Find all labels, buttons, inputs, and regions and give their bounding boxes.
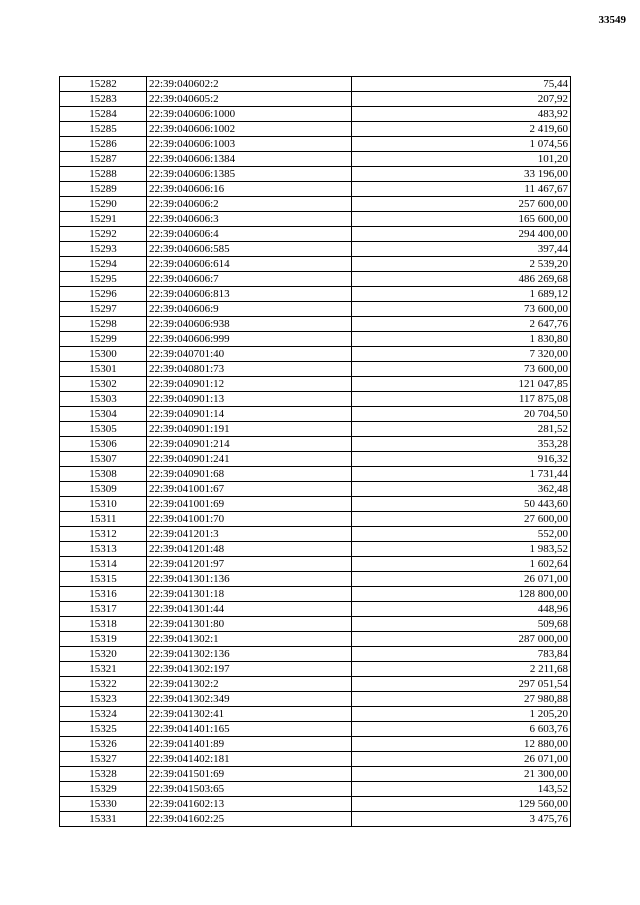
cadastral-number-cell: 22:39:041302:136	[147, 647, 352, 662]
table-row	[60, 752, 571, 767]
cadastral-number-cell: 22:39:040606:1002	[147, 122, 352, 137]
value-cell: 353,28	[352, 437, 571, 452]
table-row	[60, 497, 571, 512]
table-row	[60, 602, 571, 617]
row-number-cell: 15296	[60, 287, 147, 302]
table-row	[60, 677, 571, 692]
cadastral-number-cell: 22:39:041001:67	[147, 482, 352, 497]
value-cell: 1 205,20	[352, 707, 571, 722]
cadastral-number-cell: 22:39:041302:1	[147, 632, 352, 647]
table-row	[60, 422, 571, 437]
table-row	[60, 272, 571, 287]
table-row	[60, 482, 571, 497]
value-cell: 26 071,00	[352, 752, 571, 767]
row-number-cell: 15304	[60, 407, 147, 422]
row-number-cell: 15328	[60, 767, 147, 782]
value-cell: 552,00	[352, 527, 571, 542]
value-cell: 101,20	[352, 152, 571, 167]
cadastral-number-cell: 22:39:040606:813	[147, 287, 352, 302]
table-row	[60, 527, 571, 542]
value-cell: 783,84	[352, 647, 571, 662]
value-cell: 3 475,76	[352, 812, 571, 827]
table-row	[60, 317, 571, 332]
table-row	[60, 122, 571, 137]
table-row	[60, 152, 571, 167]
value-cell: 287 000,00	[352, 632, 571, 647]
table-row	[60, 557, 571, 572]
cadastral-number-cell: 22:39:041401:89	[147, 737, 352, 752]
value-cell: 143,52	[352, 782, 571, 797]
table-row	[60, 692, 571, 707]
table-row	[60, 302, 571, 317]
row-number-cell: 15297	[60, 302, 147, 317]
table-row	[60, 647, 571, 662]
table-row	[60, 452, 571, 467]
value-cell: 20 704,50	[352, 407, 571, 422]
cadastral-number-cell: 22:39:041201:3	[147, 527, 352, 542]
value-cell: 2 211,68	[352, 662, 571, 677]
row-number-cell: 15285	[60, 122, 147, 137]
row-number-cell: 15288	[60, 167, 147, 182]
row-number-cell: 15292	[60, 227, 147, 242]
cadastral-number-cell: 22:39:040901:191	[147, 422, 352, 437]
table-row	[60, 722, 571, 737]
row-number-cell: 15294	[60, 257, 147, 272]
row-number-cell: 15306	[60, 437, 147, 452]
table-row	[60, 257, 571, 272]
cadastral-number-cell: 22:39:040901:12	[147, 377, 352, 392]
table-row	[60, 287, 571, 302]
cadastral-number-cell: 22:39:041402:181	[147, 752, 352, 767]
table-row	[60, 227, 571, 242]
value-cell: 27 600,00	[352, 512, 571, 527]
value-cell: 483,92	[352, 107, 571, 122]
row-number-cell: 15290	[60, 197, 147, 212]
table-row	[60, 467, 571, 482]
row-number-cell: 15323	[60, 692, 147, 707]
row-number-cell: 15327	[60, 752, 147, 767]
table-row	[60, 77, 571, 92]
cadastral-number-cell: 22:39:040606:3	[147, 212, 352, 227]
value-cell: 2 539,20	[352, 257, 571, 272]
table-row	[60, 632, 571, 647]
table-row	[60, 392, 571, 407]
value-cell: 1 602,64	[352, 557, 571, 572]
cadastral-number-cell: 22:39:041302:41	[147, 707, 352, 722]
cadastral-number-cell: 22:39:040901:241	[147, 452, 352, 467]
value-cell: 121 047,85	[352, 377, 571, 392]
table-row	[60, 587, 571, 602]
row-number-cell: 15301	[60, 362, 147, 377]
cadastral-number-cell: 22:39:040606:2	[147, 197, 352, 212]
row-number-cell: 15321	[60, 662, 147, 677]
table-row	[60, 137, 571, 152]
cadastral-number-cell: 22:39:041201:97	[147, 557, 352, 572]
value-cell: 281,52	[352, 422, 571, 437]
row-number-cell: 15329	[60, 782, 147, 797]
cadastral-number-cell: 22:39:040901:68	[147, 467, 352, 482]
value-cell: 362,48	[352, 482, 571, 497]
row-number-cell: 15298	[60, 317, 147, 332]
value-cell: 2 647,76	[352, 317, 571, 332]
cadastral-number-cell: 22:39:041301:18	[147, 587, 352, 602]
value-cell: 33 196,00	[352, 167, 571, 182]
cadastral-number-cell: 22:39:041301:136	[147, 572, 352, 587]
value-cell: 12 880,00	[352, 737, 571, 752]
cadastral-number-cell: 22:39:040606:1000	[147, 107, 352, 122]
value-cell: 6 603,76	[352, 722, 571, 737]
value-cell: 207,92	[352, 92, 571, 107]
value-cell: 11 467,67	[352, 182, 571, 197]
row-number-cell: 15308	[60, 467, 147, 482]
cadastral-number-cell: 22:39:040606:9	[147, 302, 352, 317]
row-number-cell: 15319	[60, 632, 147, 647]
cadastral-number-cell: 22:39:040606:999	[147, 332, 352, 347]
table-row	[60, 242, 571, 257]
row-number-cell: 15312	[60, 527, 147, 542]
row-number-cell: 15291	[60, 212, 147, 227]
table-row	[60, 377, 571, 392]
row-number-cell: 15322	[60, 677, 147, 692]
value-cell: 26 071,00	[352, 572, 571, 587]
cadastral-number-cell: 22:39:041201:48	[147, 542, 352, 557]
value-cell: 75,44	[352, 77, 571, 92]
value-cell: 7 320,00	[352, 347, 571, 362]
table-row	[60, 542, 571, 557]
row-number-cell: 15326	[60, 737, 147, 752]
value-cell: 397,44	[352, 242, 571, 257]
value-cell: 117 875,08	[352, 392, 571, 407]
table-row	[60, 707, 571, 722]
value-cell: 1 983,52	[352, 542, 571, 557]
table-row	[60, 332, 571, 347]
cadastral-number-cell: 22:39:040901:214	[147, 437, 352, 452]
row-number-cell: 15282	[60, 77, 147, 92]
row-number-cell: 15289	[60, 182, 147, 197]
value-cell: 257 600,00	[352, 197, 571, 212]
table-row	[60, 347, 571, 362]
table-row	[60, 362, 571, 377]
row-number-cell: 15324	[60, 707, 147, 722]
cadastral-number-cell: 22:39:041501:69	[147, 767, 352, 782]
table-row	[60, 617, 571, 632]
cadastral-number-cell: 22:39:041401:165	[147, 722, 352, 737]
cadastral-number-cell: 22:39:040701:40	[147, 347, 352, 362]
cadastral-number-cell: 22:39:041301:44	[147, 602, 352, 617]
value-cell: 129 560,00	[352, 797, 571, 812]
cadastral-number-cell: 22:39:040606:938	[147, 317, 352, 332]
cadastral-number-cell: 22:39:040606:16	[147, 182, 352, 197]
row-number-cell: 15311	[60, 512, 147, 527]
row-number-cell: 15331	[60, 812, 147, 827]
cadastral-number-cell: 22:39:040901:13	[147, 392, 352, 407]
cadastral-number-cell: 22:39:040606:614	[147, 257, 352, 272]
table-row	[60, 797, 571, 812]
cadastral-number-cell: 22:39:040606:4	[147, 227, 352, 242]
table-row	[60, 662, 571, 677]
table-row	[60, 197, 571, 212]
table-row	[60, 512, 571, 527]
page-number: 33549	[598, 14, 626, 26]
row-number-cell: 15295	[60, 272, 147, 287]
value-cell: 1 830,80	[352, 332, 571, 347]
cadastral-number-cell: 22:39:041302:349	[147, 692, 352, 707]
row-number-cell: 15293	[60, 242, 147, 257]
value-cell: 2 419,60	[352, 122, 571, 137]
row-number-cell: 15284	[60, 107, 147, 122]
cadastral-number-cell: 22:39:040606:1003	[147, 137, 352, 152]
cadastral-number-cell: 22:39:041503:65	[147, 782, 352, 797]
cadastral-number-cell: 22:39:040602:2	[147, 77, 352, 92]
row-number-cell: 15320	[60, 647, 147, 662]
cadastral-number-cell: 22:39:041302:2	[147, 677, 352, 692]
value-cell: 294 400,00	[352, 227, 571, 242]
value-cell: 448,96	[352, 602, 571, 617]
table-row	[60, 92, 571, 107]
value-cell: 128 800,00	[352, 587, 571, 602]
value-cell: 509,68	[352, 617, 571, 632]
value-cell: 73 600,00	[352, 302, 571, 317]
cadastral-number-cell: 22:39:040605:2	[147, 92, 352, 107]
row-number-cell: 15309	[60, 482, 147, 497]
row-number-cell: 15287	[60, 152, 147, 167]
cadastral-number-cell: 22:39:040606:585	[147, 242, 352, 257]
table-row	[60, 812, 571, 827]
row-number-cell: 15303	[60, 392, 147, 407]
value-cell: 50 443,60	[352, 497, 571, 512]
table-row	[60, 167, 571, 182]
value-cell: 1 731,44	[352, 467, 571, 482]
value-cell: 73 600,00	[352, 362, 571, 377]
cadastral-number-cell: 22:39:040606:1384	[147, 152, 352, 167]
table-row	[60, 182, 571, 197]
value-cell: 21 300,00	[352, 767, 571, 782]
value-cell: 916,32	[352, 452, 571, 467]
table-row	[60, 572, 571, 587]
value-cell: 165 600,00	[352, 212, 571, 227]
cadastral-number-cell: 22:39:040901:14	[147, 407, 352, 422]
row-number-cell: 15314	[60, 557, 147, 572]
table-row	[60, 407, 571, 422]
table-row	[60, 212, 571, 227]
table-row	[60, 737, 571, 752]
cadastral-number-cell: 22:39:040801:73	[147, 362, 352, 377]
row-number-cell: 15330	[60, 797, 147, 812]
table-row	[60, 437, 571, 452]
row-number-cell: 15325	[60, 722, 147, 737]
row-number-cell: 15318	[60, 617, 147, 632]
value-cell: 297 051,54	[352, 677, 571, 692]
row-number-cell: 15286	[60, 137, 147, 152]
table-row	[60, 782, 571, 797]
table-row	[60, 107, 571, 122]
row-number-cell: 15315	[60, 572, 147, 587]
row-number-cell: 15313	[60, 542, 147, 557]
value-cell: 486 269,68	[352, 272, 571, 287]
row-number-cell: 15305	[60, 422, 147, 437]
row-number-cell: 15299	[60, 332, 147, 347]
row-number-cell: 15302	[60, 377, 147, 392]
row-number-cell: 15283	[60, 92, 147, 107]
cadastral-number-cell: 22:39:041001:70	[147, 512, 352, 527]
cadastral-number-cell: 22:39:041001:69	[147, 497, 352, 512]
row-number-cell: 15310	[60, 497, 147, 512]
value-cell: 1 689,12	[352, 287, 571, 302]
registry-table-body	[60, 77, 571, 827]
cadastral-number-cell: 22:39:041302:197	[147, 662, 352, 677]
table-row	[60, 767, 571, 782]
row-number-cell: 15317	[60, 602, 147, 617]
cadastral-number-cell: 22:39:041602:13	[147, 797, 352, 812]
value-cell: 1 074,56	[352, 137, 571, 152]
cadastral-number-cell: 22:39:040606:7	[147, 272, 352, 287]
value-cell: 27 980,88	[352, 692, 571, 707]
registry-table	[59, 76, 571, 827]
row-number-cell: 15300	[60, 347, 147, 362]
cadastral-number-cell: 22:39:040606:1385	[147, 167, 352, 182]
cadastral-number-cell: 22:39:041602:25	[147, 812, 352, 827]
row-number-cell: 15316	[60, 587, 147, 602]
row-number-cell: 15307	[60, 452, 147, 467]
cadastral-number-cell: 22:39:041301:80	[147, 617, 352, 632]
